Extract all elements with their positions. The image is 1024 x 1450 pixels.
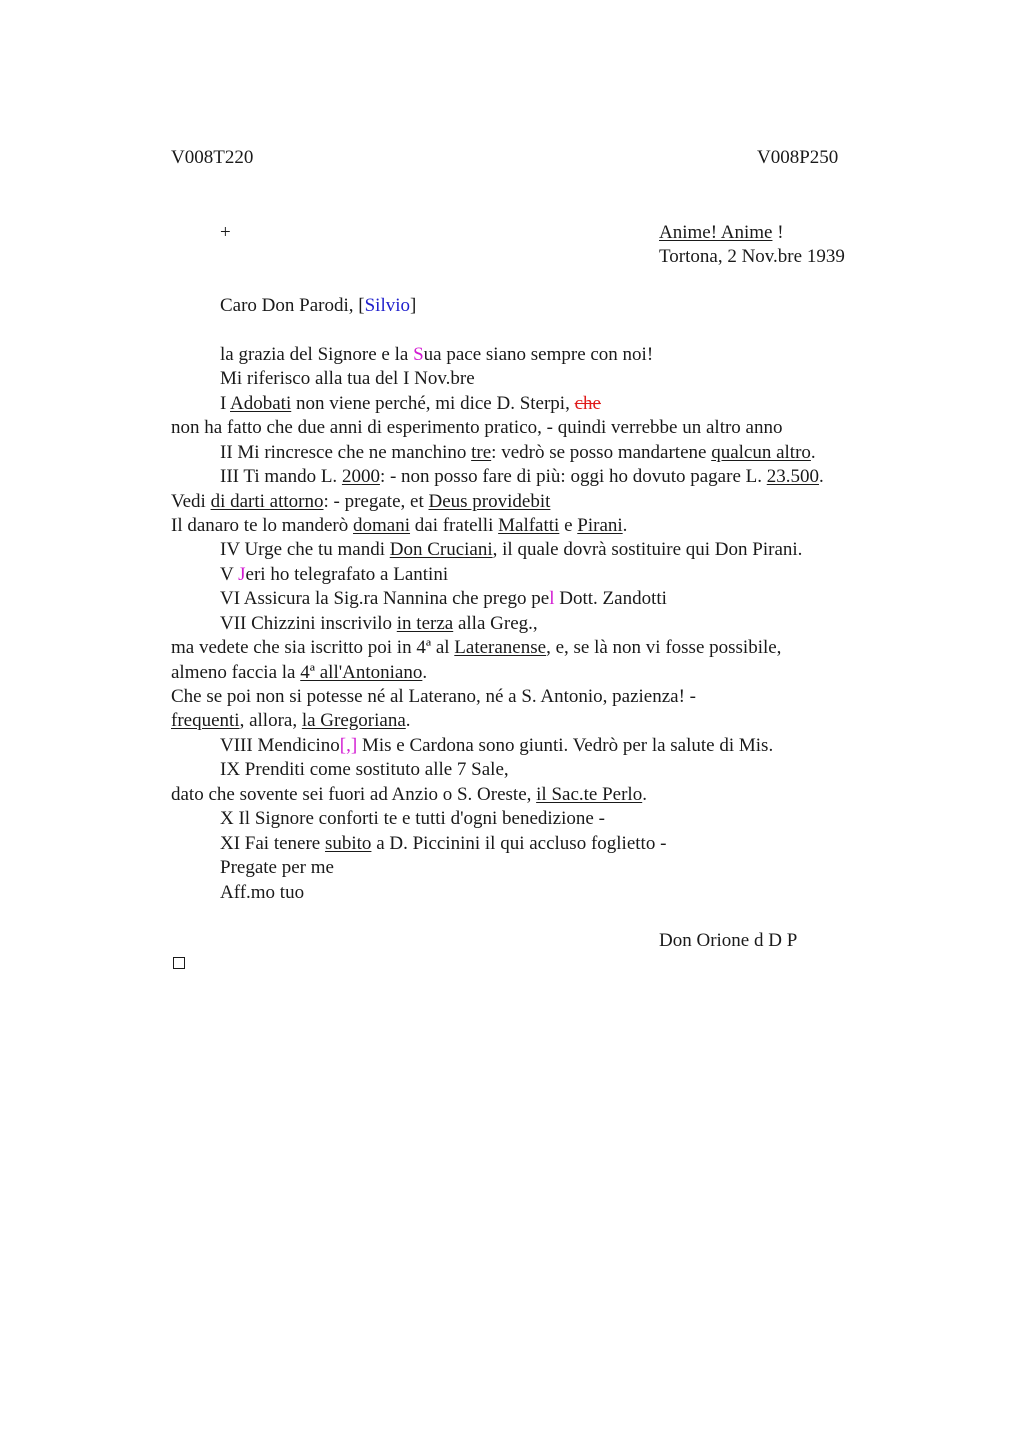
body-line-21: [220, 832, 666, 856]
body-line-11: [220, 587, 667, 611]
text: VIII Mendicino: [220, 735, 340, 756]
body-line-2: Mi riferisco alla tua del I Nov.bre: [220, 368, 475, 389]
body-line-14: [171, 661, 427, 685]
text: e: [559, 515, 578, 536]
text: dai fratelli: [410, 515, 499, 536]
body-line-3: [220, 392, 601, 416]
underlined-text: Deus providebit: [428, 491, 551, 512]
text: ma vedete che sia iscritto poi in 4ª al: [171, 637, 455, 658]
underlined-text: 23.500: [766, 466, 819, 487]
correction: l: [549, 588, 555, 609]
body-line-20: X Il Signore conforti te e tutti d'ogni benedizione -: [220, 808, 605, 829]
text: , il quale dovrà sostituire qui Don Pirani.: [492, 539, 803, 560]
motto-underlined: Anime! Anime: [659, 222, 773, 243]
greeting-inserted-name: Silvio: [364, 295, 410, 316]
text: a D. Piccinini il qui accluso foglietto -: [371, 833, 667, 854]
text: , e, se là non vi fosse possibile,: [546, 637, 782, 658]
correction: [,]: [339, 735, 358, 756]
underlined-text: 2000: [341, 466, 380, 487]
body-line-22: Pregate per me: [220, 857, 334, 878]
body-line-13: [171, 636, 781, 660]
body-line-19: [171, 783, 647, 807]
text: : - non posso fare di più: oggi ho dovuto pagare L.: [379, 466, 767, 487]
text: ua pace siano sempre con noi!: [423, 344, 654, 365]
body-line-7: [171, 490, 550, 514]
body-line-6: [220, 465, 824, 489]
text: II Mi rincresce che ne manchino: [220, 442, 472, 463]
text: Dott. Zandotti: [554, 588, 667, 609]
text: .: [622, 515, 628, 536]
text: XI Fai tenere: [220, 833, 325, 854]
motto: [659, 221, 784, 245]
text: Vedi: [171, 491, 211, 512]
text: eri ho telegrafato a Lantini: [245, 564, 449, 585]
body-line-1: [220, 343, 653, 367]
underlined-text: Adobati: [230, 393, 292, 414]
text: Mis e Cardona sono giunti. Vedrò per la salute di Mis.: [357, 735, 774, 756]
greeting: [220, 294, 416, 318]
text: .: [405, 710, 411, 731]
underlined-text: Pirani: [577, 515, 623, 536]
underlined-text: 4ª all'Antoniano: [300, 662, 423, 683]
underlined-text: la Gregoriana: [301, 710, 406, 731]
text: V: [220, 564, 239, 585]
body-line-4: non ha fatto che due anni di esperimento pratico, - quindi verrebbe un altro anno: [171, 417, 783, 438]
text: IV Urge che tu mandi: [220, 539, 390, 560]
text: VI Assicura la Sig.ra Nannina che prego pe: [220, 588, 550, 609]
body-line-5: [220, 441, 816, 465]
underlined-text: Lateranense: [454, 637, 547, 658]
underlined-text: domani: [353, 515, 411, 536]
text: non viene perché, mi dice D. Sterpi,: [291, 393, 575, 414]
text: .: [810, 442, 816, 463]
cross-symbol: +: [220, 222, 231, 243]
body-line-15: Che se poi non si potesse né al Laterano, né a S. Antonio, pazienza! -: [171, 686, 696, 707]
underlined-text: frequenti: [171, 710, 240, 731]
underlined-text: di darti attorno: [210, 491, 324, 512]
text: VII Chizzini inscrivilo: [220, 613, 397, 634]
text: almeno faccia la: [171, 662, 301, 683]
text: .: [642, 784, 647, 805]
body-line-16: [171, 709, 411, 733]
underlined-text: Malfatti: [498, 515, 560, 536]
greeting-text: Caro Don Parodi, [: [220, 295, 365, 316]
underlined-text: Don Cruciani: [389, 539, 493, 560]
body-line-23: Aff.mo tuo: [220, 882, 305, 903]
underlined-text: in terza: [396, 613, 454, 634]
left-archive-code: V008T220: [171, 147, 254, 168]
underlined-text: qualcun altro: [711, 442, 811, 463]
text: la grazia del Signore e la: [220, 344, 414, 365]
text: .: [422, 662, 428, 683]
body-line-9: [220, 538, 802, 562]
body-line-8: [171, 514, 627, 538]
text: III Ti mando L.: [220, 466, 342, 487]
correction: S: [413, 344, 424, 365]
body-line-10: [220, 563, 448, 587]
place-date: Tortona, 2 Nov.bre 1939: [659, 246, 845, 267]
underlined-text: il Sac.te Perlo: [536, 784, 643, 805]
underlined-text: subito: [324, 833, 372, 854]
body-line-17: [220, 734, 773, 758]
underlined-text: tre: [471, 442, 492, 463]
text: .: [818, 466, 824, 487]
text: : - pregate, et: [323, 491, 429, 512]
text: , allora,: [239, 710, 302, 731]
end-square-icon: [173, 957, 185, 969]
text: alla Greg.,: [453, 613, 538, 634]
greeting-bracket: ]: [410, 295, 417, 316]
correction: J: [238, 564, 246, 585]
text: : vedrò se posso mandartene: [491, 442, 712, 463]
body-line-12: [220, 612, 538, 636]
deleted-text: che: [574, 393, 601, 414]
text: I: [220, 393, 231, 414]
motto-end: !: [772, 222, 784, 243]
text: dato che sovente sei fuori ad Anzio o S. Oreste,: [171, 784, 537, 805]
signature: Don Orione d D P: [659, 930, 798, 951]
body-line-18: IX Prenditi come sostituto alle 7 Sale,: [220, 759, 509, 780]
text: Il danaro te lo manderò: [171, 515, 354, 536]
right-archive-code: V008P250: [757, 147, 839, 168]
